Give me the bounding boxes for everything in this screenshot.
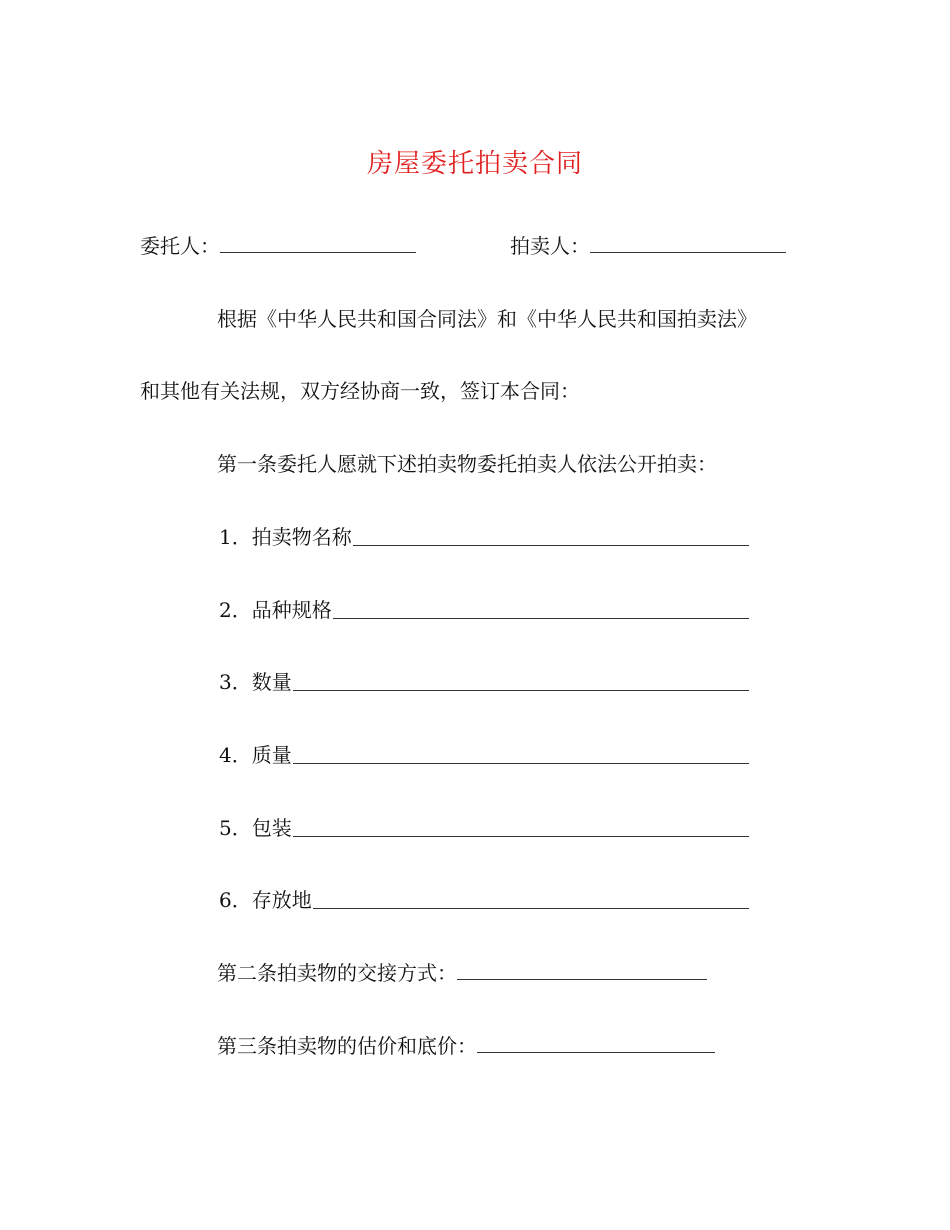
client-field xyxy=(140,233,416,259)
article-2 xyxy=(217,960,707,986)
article-3-label: 第三条拍卖物的估价和底价： xyxy=(217,1034,477,1058)
list-item xyxy=(219,815,749,841)
preamble-line-2: 和其他有关法规，双方经协商一致，签订本合同： xyxy=(140,379,580,403)
list-item xyxy=(219,524,749,550)
article-3 xyxy=(217,1033,715,1059)
item-blank[interactable] xyxy=(293,745,749,764)
auctioneer-label: 拍卖人： xyxy=(510,234,590,258)
article-2-blank[interactable] xyxy=(457,961,707,980)
list-item xyxy=(219,597,749,623)
item-label: 3．数量 xyxy=(219,670,292,694)
item-blank[interactable] xyxy=(293,672,749,691)
article-1: 第一条委托人愿就下述拍卖物委托拍卖人依法公开拍卖： xyxy=(217,452,717,476)
list-item xyxy=(219,669,749,695)
item-label: 2．品种规格 xyxy=(219,598,332,622)
list-item xyxy=(219,742,749,768)
item-label: 5．包装 xyxy=(219,816,292,840)
client-label: 委托人： xyxy=(140,234,220,258)
client-blank[interactable] xyxy=(220,234,416,253)
item-label: 6．存放地 xyxy=(219,888,312,912)
item-label: 1．拍卖物名称 xyxy=(219,525,352,549)
item-label: 4．质量 xyxy=(219,743,292,767)
item-blank[interactable] xyxy=(313,890,749,909)
item-blank[interactable] xyxy=(293,818,749,837)
list-item xyxy=(219,887,749,913)
preamble-line-1: 根据《中华人民共和国合同法》和《中华人民共和国拍卖法》 xyxy=(217,307,757,331)
article-2-label: 第二条拍卖物的交接方式： xyxy=(217,961,457,985)
item-blank[interactable] xyxy=(333,600,749,619)
article-3-blank[interactable] xyxy=(477,1034,715,1053)
auctioneer-blank[interactable] xyxy=(590,234,786,253)
auctioneer-field xyxy=(510,233,786,259)
item-blank[interactable] xyxy=(353,527,749,546)
document-title: 房屋委托拍卖合同 xyxy=(366,149,583,179)
